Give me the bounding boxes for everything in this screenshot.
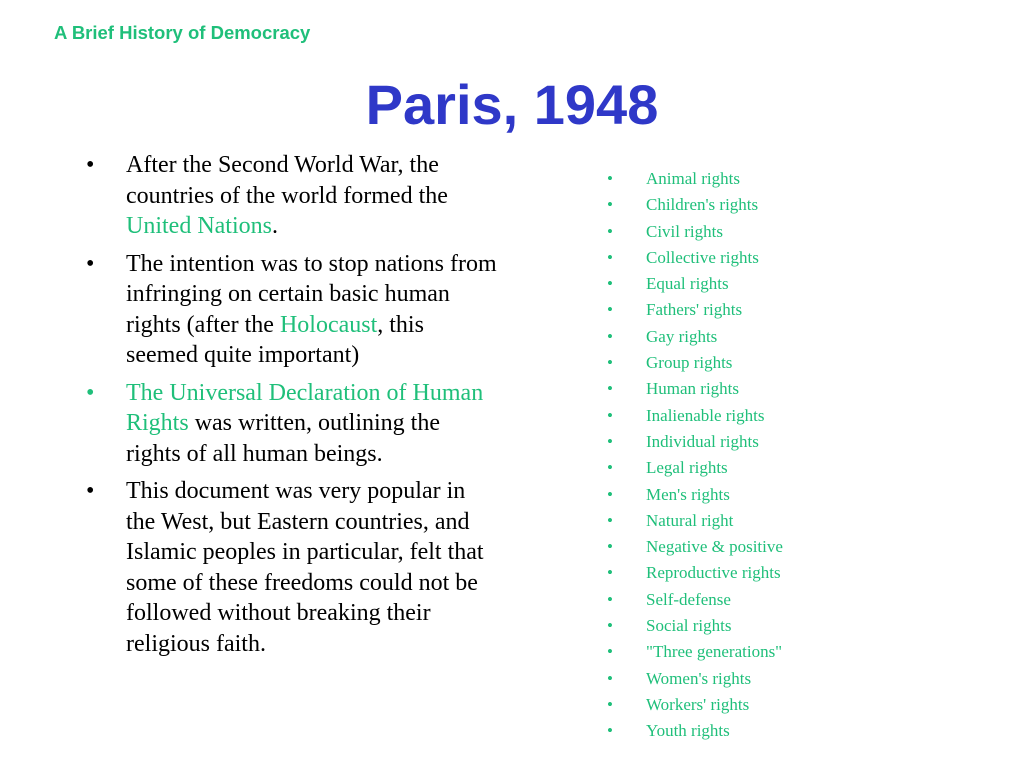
bullet-marker: •: [607, 379, 613, 399]
rights-link[interactable]: Civil rights: [646, 221, 723, 241]
rights-link[interactable]: Inalienable rights: [646, 405, 765, 425]
rights-link[interactable]: Women's rights: [646, 668, 752, 688]
rights-link[interactable]: Natural right: [646, 510, 734, 530]
bullet-marker: •: [86, 478, 95, 504]
rights-link-item: [607, 350, 783, 376]
rights-link-item: [607, 271, 783, 297]
bullet-marker: •: [607, 326, 613, 346]
main-bullet-list: [86, 150, 498, 666]
presentation-title: A Brief History of Democracy: [54, 22, 311, 43]
bullet-marker: •: [607, 484, 613, 504]
bullet-marker: •: [607, 247, 613, 267]
rights-link-item: [607, 613, 783, 639]
rights-link[interactable]: Self-defense: [646, 589, 731, 609]
bullet-marker: •: [607, 405, 613, 425]
bullet-marker: •: [607, 169, 613, 188]
bullet-text-tail: .: [271, 213, 278, 239]
rights-link[interactable]: Negative & positive: [646, 537, 783, 557]
bullet-item: [86, 476, 498, 659]
rights-link[interactable]: Workers' rights: [646, 694, 750, 714]
rights-link-item: [607, 429, 783, 455]
rights-link[interactable]: Group rights: [646, 353, 733, 373]
united-nations-link[interactable]: United Nations: [126, 213, 272, 239]
slide-title: Paris, 1948: [365, 73, 659, 136]
rights-link-item: [607, 166, 783, 192]
rights-link[interactable]: Men's rights: [646, 484, 730, 504]
bullet-marker: •: [607, 642, 613, 662]
rights-link-list: [607, 166, 783, 745]
rights-link-item: [607, 534, 783, 560]
bullet-text: The intention was to stop nations from infringing on certain basic human rights (after the: [126, 250, 497, 338]
holocaust-link[interactable]: Holocaust: [279, 311, 378, 338]
rights-link[interactable]: Collective rights: [646, 247, 759, 267]
bullet-marker: •: [607, 431, 613, 451]
rights-link-item: [607, 297, 783, 323]
bullet-marker: •: [607, 537, 613, 557]
bullet-text: This document was very popular in the West, but Eastern countries, and Islamic peoples in particular, felt that some of these freedoms could not be followed without breaking their religious faith.: [126, 478, 484, 657]
rights-link[interactable]: Gay rights: [646, 326, 718, 346]
bullet-marker: •: [607, 458, 613, 478]
bullet-text-tail: was written, outlining the rights of all human beings.: [126, 410, 440, 467]
bullet-marker: •: [86, 250, 95, 277]
bullet-item: [86, 378, 498, 470]
bullet-marker: •: [607, 510, 613, 530]
bullet-item: [86, 249, 498, 371]
rights-link[interactable]: Equal rights: [646, 274, 729, 294]
rights-link[interactable]: "Three generations": [646, 642, 783, 662]
bullet-marker: •: [607, 195, 613, 215]
rights-link-item: [607, 560, 783, 586]
rights-link[interactable]: Children's rights: [646, 195, 759, 215]
rights-link[interactable]: Social rights: [646, 616, 732, 636]
bullet-marker: •: [607, 668, 613, 688]
rights-link-item: [607, 324, 783, 350]
bullet-text-tail: , this seemed quite important): [126, 311, 424, 368]
rights-link[interactable]: Fathers' rights: [646, 300, 743, 320]
rights-link[interactable]: Individual rights: [646, 431, 759, 451]
bullet-text: After the Second World War, the countries of the world formed the: [126, 152, 448, 209]
rights-link-item: [607, 666, 783, 692]
bullet-marker: •: [607, 616, 613, 636]
bullet-marker: •: [607, 589, 613, 609]
rights-link-item: [607, 219, 783, 245]
rights-link-item: [607, 403, 783, 429]
rights-link[interactable]: Human rights: [646, 379, 740, 399]
bullet-marker: •: [607, 353, 613, 373]
rights-link-item: [607, 376, 783, 402]
rights-link-item: [607, 639, 783, 665]
rights-link[interactable]: Legal rights: [646, 458, 728, 478]
udhr-link[interactable]: The Universal Declaration of Human Rights: [126, 379, 484, 436]
bullet-item: [86, 150, 498, 242]
bullet-marker: •: [86, 152, 95, 178]
bullet-marker: •: [607, 300, 613, 320]
rights-link[interactable]: Youth rights: [646, 721, 730, 741]
bullet-marker: •: [607, 563, 613, 583]
rights-link-item: [607, 508, 783, 534]
rights-link-item: [607, 192, 783, 218]
rights-link-item: [607, 692, 783, 718]
rights-link[interactable]: Animal rights: [646, 169, 740, 188]
rights-link-item: [607, 482, 783, 508]
rights-link[interactable]: Reproductive rights: [646, 563, 781, 583]
bullet-marker: •: [86, 379, 95, 406]
rights-link-item: [607, 455, 783, 481]
rights-link-item: [607, 245, 783, 271]
bullet-marker: •: [607, 274, 613, 294]
rights-link-item: [607, 718, 783, 744]
bullet-marker: •: [607, 221, 613, 241]
bullet-marker: •: [607, 694, 613, 714]
rights-link-item: [607, 587, 783, 613]
bullet-marker: •: [607, 721, 613, 741]
